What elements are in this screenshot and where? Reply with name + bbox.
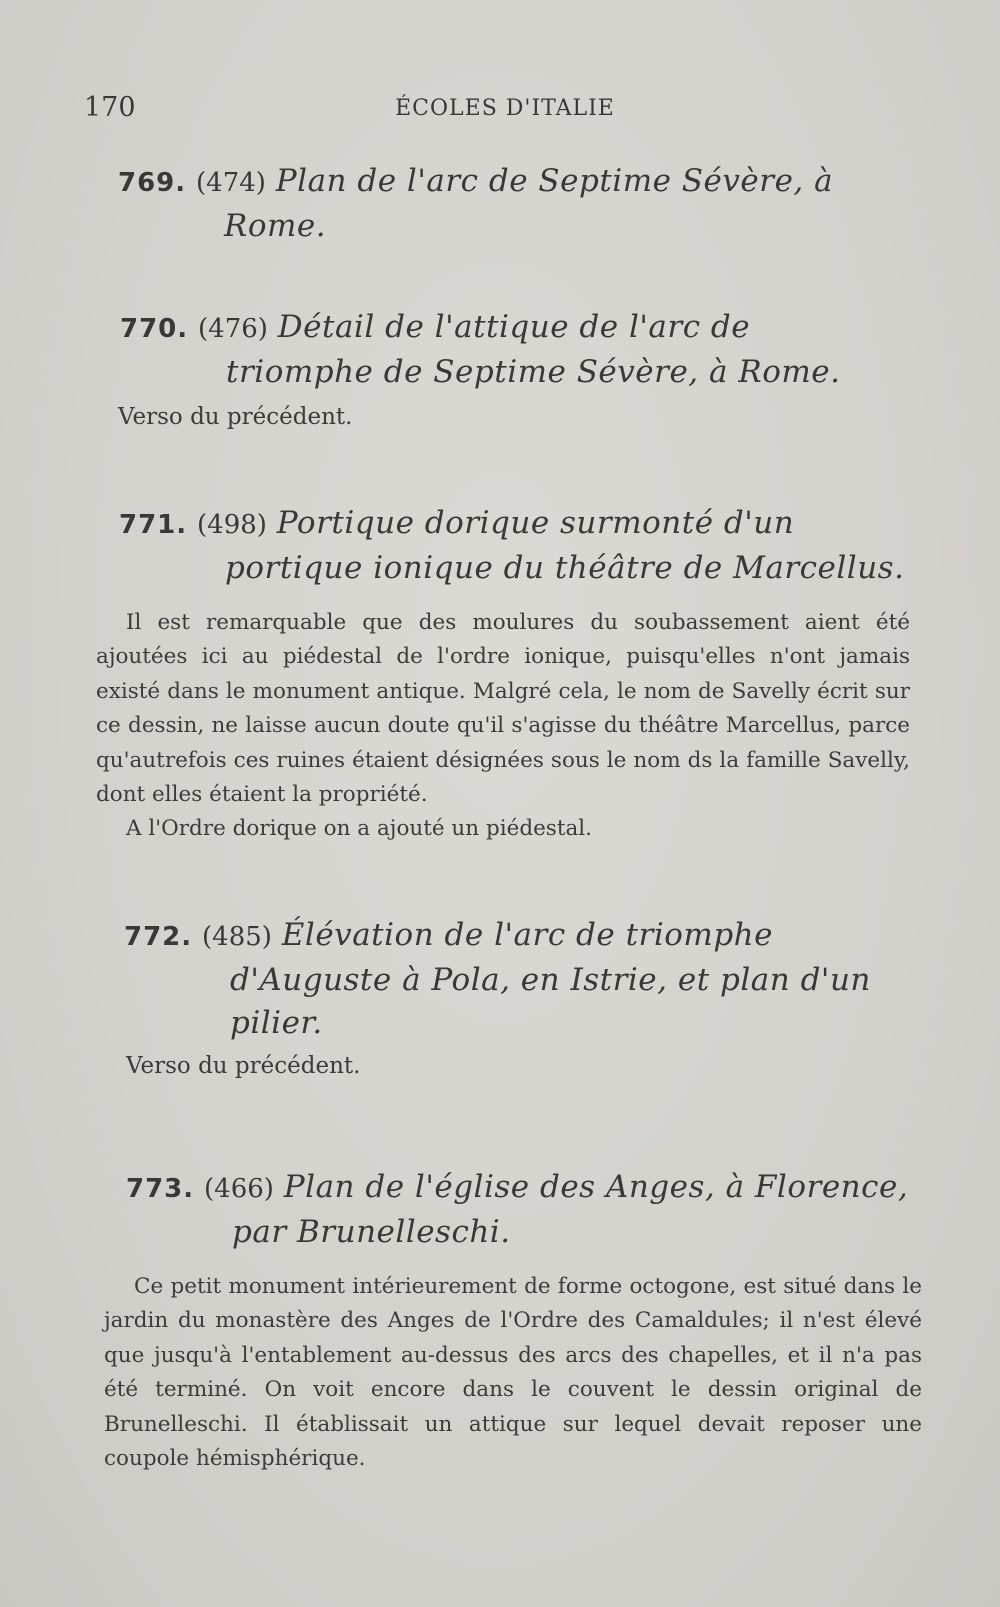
entry-reference: (474)	[196, 168, 266, 198]
entry-heading	[118, 160, 894, 248]
entry-title: Portique dorique surmonté d'un portique ionique du théâtre de Marcellus.	[225, 505, 905, 586]
catalogue-entry-772	[0, 914, 1000, 1084]
entry-title: Détail de l'attique de l'arc de triomphe de Septime Sévère, à Rome.	[226, 309, 841, 390]
running-head	[0, 92, 1000, 132]
entry-number: 769.	[118, 168, 187, 198]
entry-heading	[120, 306, 906, 394]
catalogue-entry-773	[0, 1166, 1000, 1476]
entry-heading	[124, 914, 916, 1045]
entry-number: 772.	[124, 922, 193, 952]
entry-title: Élévation de l'arc de triomphe d'Auguste à Pola, en Istrie, et plan d'un pilier.	[230, 917, 871, 1041]
entry-description: Il est remarquable que des moulures du soubassement aient été ajoutées ici au piédestal de l'ordre ionique, puisqu'elles n'ont jamais existé dans le monument antique. Malgré cela, le nom de Savelly écrit sur ce dessin, ne laisse aucun doute qu'il s'agisse du théâtre Marcellus, parce qu'autrefois ces ruines étaient désignées sous le nom ds la famille Savelly, dont elles étaient la propriété.	[96, 610, 910, 808]
entry-number: 770.	[120, 314, 189, 344]
entry-description-extra: A l'Ordre dorique on a ajouté un piédestal.	[126, 816, 593, 842]
entry-reference: (476)	[198, 314, 268, 344]
entry-title: Plan de l'arc de Septime Sévère, à Rome.	[224, 163, 834, 244]
entry-reference: (498)	[197, 510, 267, 540]
entry-reference: (466)	[204, 1174, 274, 1204]
catalogue-entry-769	[0, 160, 1000, 248]
entry-note: Verso du précédent.	[126, 1053, 361, 1079]
entry-reference: (485)	[202, 922, 272, 952]
section-title: ÉCOLES D'ITALIE	[395, 96, 615, 121]
entry-note: Verso du précédent.	[118, 404, 353, 430]
catalogue-entry-771	[0, 502, 1000, 846]
entry-heading	[126, 1166, 918, 1254]
entry-number: 771.	[119, 510, 188, 540]
catalogue-entry-770	[0, 306, 1000, 435]
entry-heading	[119, 502, 905, 590]
entry-title: Plan de l'église des Anges, à Florence, par Brunelleschi.	[232, 1169, 909, 1250]
entry-description: Ce petit monument intérieurement de forme octogone, est situé dans le jardin du monastère des Anges de l'Ordre des Camaldules; il n'est élevé que jusqu'à l'entablement au-dessus des arcs des chapelles, et il n'a pas été terminé. On voit encore dans le couvent le dessin original de Brunelleschi. Il établissait un attique sur lequel devait reposer une coupole hémisphérique.	[104, 1274, 922, 1472]
entry-number: 773.	[126, 1174, 195, 1204]
page-number: 170	[84, 92, 136, 123]
